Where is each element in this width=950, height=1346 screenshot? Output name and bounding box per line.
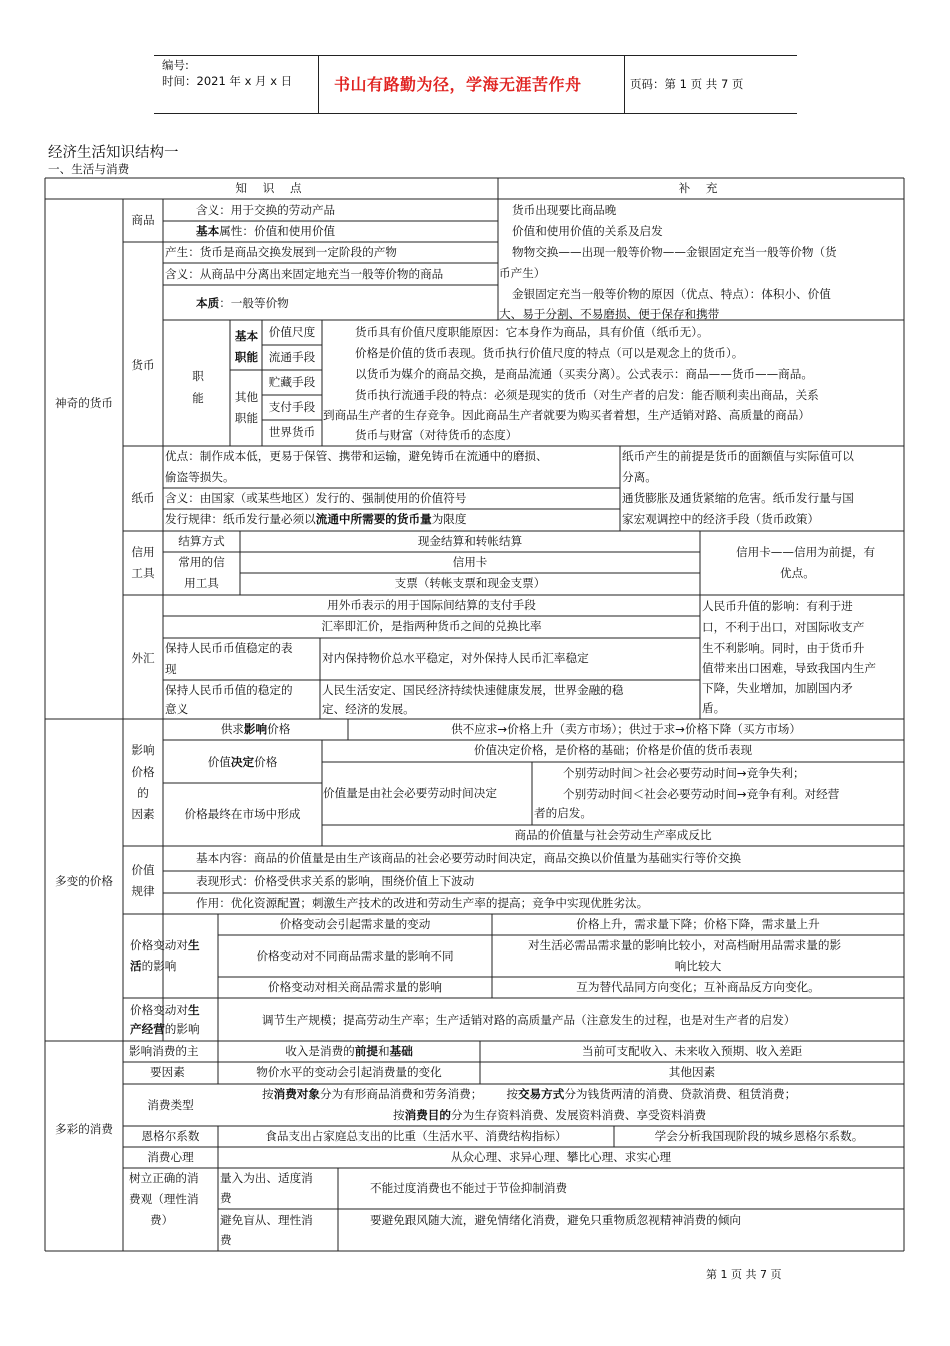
view-label: 费）: [150, 1213, 174, 1227]
money-sup-1a: 物物交换——出现一般等价物——金银固定充当一般等价物（货: [512, 245, 837, 259]
view-2-left-b: 费: [220, 1233, 232, 1247]
psychology-label: 消费心理: [147, 1150, 194, 1164]
production-impact-label-2: 产经营的影响: [130, 1022, 200, 1036]
income-factors: 当前可支配收入、未来收入预期、收入差距: [581, 1044, 803, 1058]
money-meaning: 含义：从商品中分离出来固定地充当一般等价物的商品: [165, 267, 444, 281]
commodity-def: 含义：用于交换的劳动产品: [196, 203, 336, 217]
life-row-2-right-b: 响比较大: [674, 959, 722, 973]
col-knowledge-header: 知 识 点: [235, 181, 308, 195]
paper-money-label: 纸币: [131, 491, 155, 505]
view-1-right: 不能过度消费也不能过于节俭抑制消费: [370, 1181, 568, 1195]
paper-sup-4: 家宏观调控中的经济手段（货币政策）: [622, 512, 820, 526]
inverse-relation: 商品的价值量与社会劳动生产率成反比: [514, 828, 712, 842]
fx-label: 外汇: [131, 651, 155, 665]
view-1-left-a: 量入为出、适度消: [220, 1171, 313, 1185]
commodity-sup-2: 价值和使用价值的关系及启发: [512, 224, 663, 238]
life-row-3-right: 互为替代品同方向变化；互补商品反方向变化。: [576, 980, 820, 994]
engel-sup: 学会分析我国现阶段的城乡恩格尔系数。: [654, 1129, 864, 1143]
factors-label: 价格: [131, 765, 155, 779]
life-row-2-left: 价格变动对不同商品需求量的影响不同: [256, 949, 454, 963]
value-law-form: 表现形式：价格受供求关系的影响，围绕价值上下波动: [196, 874, 475, 888]
price-level: 物价水平的变动会引起消费量的变化: [256, 1065, 442, 1079]
footer-page: 第 1 页 共 7 页: [706, 1268, 782, 1281]
life-row-3-left: 价格变动对相关商品需求量的影响: [268, 980, 442, 994]
individual-time-1: 个别劳动时间＞社会必要劳动时间→竞争失利；: [563, 766, 805, 780]
commodity-attr: 基本属性：价值和使用价值: [196, 224, 336, 238]
consumption-factors-label-2: 要因素: [150, 1065, 185, 1079]
value-law-label-2: 规律: [131, 884, 155, 898]
fx-sup-line: 盾。: [702, 701, 726, 715]
production-impact-text: 调节生产规模；提高劳动生产率；生产适销对路的高质量产品（注意发生的过程，也是对生产者的启发）: [262, 1013, 796, 1027]
basic-functions-label: 基本职能: [234, 329, 259, 364]
settle-label: 结算方式: [178, 534, 225, 548]
money-sup-2b: 大、易于分割、不易磨损、便于保存和携带: [499, 307, 720, 321]
view-2-right: 要避免跟风随大流，避免情绪化消费，避免只重物质忽视精神消费的倾向: [370, 1213, 742, 1227]
credit-label-2: 工具: [131, 566, 155, 580]
other-functions-label: 其他职能: [234, 390, 259, 425]
value-determines-text: 价值决定价格，是价格的基础；价格是价值的货币表现: [473, 743, 753, 757]
section-magic-money: 神奇的货币: [55, 396, 113, 410]
function-item: 世界货币: [268, 425, 316, 439]
fx-stable-1b: 现: [165, 662, 177, 676]
fx-def: 用外币表示的用于国际间结算的支付手段: [327, 598, 536, 612]
doc-title: 经济生活知识结构一: [48, 145, 179, 161]
value-determines-label: 价值决定价格: [207, 755, 278, 769]
engel-text: 食品支出占家庭总支出的比重（生活水平、消费结构指标）: [265, 1129, 567, 1143]
function-sup-3: 以货币为媒介的商品交换，是商品流通（买卖分离）。公式表示：商品——货币——商品。: [355, 367, 813, 381]
section-changing-price: 多变的价格: [55, 874, 113, 888]
check: 支票（转帐支票和现金支票）: [394, 576, 546, 590]
paper-adv-2: 偷盗等损失。: [165, 470, 235, 484]
fx-sup-line: 值带来出口困难，导致我国内生产: [702, 661, 876, 675]
life-impact-label-1: 价格变动对生: [130, 938, 200, 952]
engel-label: 恩格尔系数: [141, 1129, 200, 1143]
view-2-left-a: 避免盲从、理性消: [220, 1213, 313, 1227]
function-sup-5: 货币与财富（对待货币的态度）: [355, 428, 518, 442]
settle-value: 现金结算和转帐结算: [417, 534, 523, 548]
consumption-types-1: 按消费对象分为有形商品消费和劳务消费； 按交易方式分为钱货两清的消费、贷款消费、租赁消费；: [262, 1087, 797, 1101]
col-supplement-header: 补 充: [678, 181, 724, 195]
life-impact-label-2: 活的影响: [130, 959, 177, 973]
factors-label: 影响: [131, 743, 155, 757]
fx-sup-line: 生不利影响。同时，由于货币升: [702, 641, 865, 655]
life-row-1-left: 价格变动会引起需求量的变动: [279, 917, 431, 931]
function-item: 流通手段: [268, 350, 316, 364]
factors-label: 因素: [131, 807, 155, 821]
fx-stable-1a: 保持人民币币值稳定的表: [165, 641, 293, 655]
individual-time-2: 个别劳动时间＜社会必要劳动时间→竞争有利。对经营: [563, 787, 840, 801]
header-motto: 书山有路勤为径，学海无涯苦作舟: [334, 75, 582, 94]
fx-stable-2a-right: 人民生活安定、国民经济持续快速健康发展，世界金融的稳: [322, 683, 624, 697]
time-label: 时间：2021 年 x 月 x 日: [162, 74, 293, 88]
value-determination: 价值量是由社会必要劳动时间决定: [323, 786, 497, 800]
money-label: 货币: [131, 358, 155, 372]
paper-meaning: 含义：由国家（或某些地区）发行的、强制使用的价值符号: [165, 491, 467, 505]
value-law-content: 基本内容：商品的价值量是由生产该商品的社会必要劳动时间决定，商品交换以价值量为基础实行等价交换: [196, 851, 741, 865]
credit-card: 信用卡: [452, 555, 488, 569]
paper-sup-2: 分离。: [622, 470, 657, 484]
fx-stable-2a: 保持人民币币值的稳定的: [165, 683, 293, 697]
money-origin: 产生：货币是商品交换发展到一定阶段的产物: [165, 245, 397, 259]
market-formation: 价格最终在市场中形成: [184, 807, 301, 821]
functions-label: 职能: [192, 369, 204, 405]
individual-time-3: 者的启发。: [534, 806, 592, 820]
section-colorful-consumption: 多彩的消费: [55, 1122, 113, 1136]
function-item: 支付手段: [268, 400, 316, 414]
function-item: 价值尺度: [268, 325, 316, 339]
fx-rate: 汇率即汇价，是指两种货币之间的兑换比率: [321, 619, 542, 633]
consumption-types-2: 按消费目的分为生存资料消费、发展资料消费、享受资料消费: [393, 1108, 707, 1122]
paper-sup-3: 通货膨胀及通货紧缩的危害。纸币发行量与国: [622, 491, 854, 505]
life-row-2-right-a: 对生活必需品需求量的影响比较小，对高档耐用品需求量的影: [528, 938, 842, 952]
function-sup-4a: 货币执行流通手段的特点：必须是现实的货币（对生产者的启发：能否顺利卖出商品，关系: [355, 388, 819, 402]
fx-stable-2b: 意义: [165, 702, 189, 716]
psychology-text: 从众心理、求异心理、攀比心理、求实心理: [450, 1150, 672, 1164]
view-label: 费观（理性消: [129, 1192, 199, 1206]
money-essence: 本质：一般等价物: [196, 296, 289, 310]
value-law-label-1: 价值: [131, 863, 155, 877]
fx-sup-line: 口，不利于出口，对国际收支产: [702, 620, 865, 634]
doc-subtitle: 一、生活与消费: [48, 162, 130, 176]
fx-stable-2b-right: 定、经济的发展。: [322, 702, 415, 716]
common-tools-label-1: 常用的信: [178, 555, 225, 569]
function-sup-4b: 到商品生产者的生存竞争。因此商品生产者就要为购买者着想，生产适销对路、高质量的商品）: [323, 408, 810, 422]
production-impact-label-1: 价格变动对生: [130, 1003, 200, 1017]
supply-demand-label: 供求影响价格: [220, 722, 291, 736]
credit-sup-1: 信用卡——信用为前提，有: [736, 545, 876, 559]
function-sup-2: 价格是价值的货币表现。货币执行价值尺度的特点（可以是观念上的货币）。: [355, 346, 744, 360]
paper-sup-1: 纸币产生的前提是货币的面额值与实际值可以: [622, 449, 854, 463]
money-sup-1b: 币产生）: [499, 266, 546, 280]
fx-sup-line: 下降，失业增加，加剧国内矛: [702, 681, 853, 695]
supply-demand-text: 供不应求→价格上升（卖方市场）；供过于求→价格下降（买方市场）: [451, 722, 801, 736]
view-1-left-b: 费: [220, 1191, 232, 1205]
fx-sup-line: 人民币升值的影响：有利于进: [702, 599, 853, 613]
fx-stable-1: 对内保持物价总水平稳定，对外保持人民币汇率稳定: [322, 651, 589, 665]
page-label: 页码：第 1 页 共 7 页: [630, 77, 744, 91]
paper-adv-1: 优点：制作成本低，更易于保管、携带和运输，避免铸币在流通中的磨损、: [165, 449, 548, 463]
common-tools-label-2: 用工具: [184, 576, 219, 590]
factors-label: 的: [137, 786, 149, 800]
other-factors: 其他因素: [668, 1065, 716, 1079]
credit-label-1: 信用: [131, 545, 155, 559]
value-law-role: 作用：优化资源配置；刺激生产技术的改进和劳动生产率的提高；竞争中实现优胜劣汰。: [196, 896, 649, 910]
function-sup-1: 货币具有价值尺度职能原因：它本身作为商品，具有价值（纸币无）。: [355, 325, 709, 339]
consumption-types-label: 消费类型: [147, 1098, 194, 1112]
commodity-label: 商品: [131, 213, 155, 227]
income-basis: 收入是消费的前提和基础: [285, 1044, 413, 1058]
commodity-sup-1: 货币出现要比商品晚: [512, 203, 617, 217]
money-sup-2a: 金银固定充当一般等价物的原因（优点、特点）：体积小、价值: [512, 287, 831, 301]
credit-sup-2: 优点。: [780, 566, 815, 580]
consumption-factors-label-1: 影响消费的主: [129, 1044, 199, 1058]
number-label: 编号:: [162, 58, 189, 72]
life-row-1-right: 价格上升，需求量下降；价格下降，需求量上升: [576, 917, 820, 931]
paper-rule: 发行规律：纸币发行量必须以流通中所需要的货币量为限度: [165, 512, 467, 526]
view-label: 树立正确的消: [129, 1171, 199, 1185]
function-item: 贮藏手段: [268, 375, 316, 389]
